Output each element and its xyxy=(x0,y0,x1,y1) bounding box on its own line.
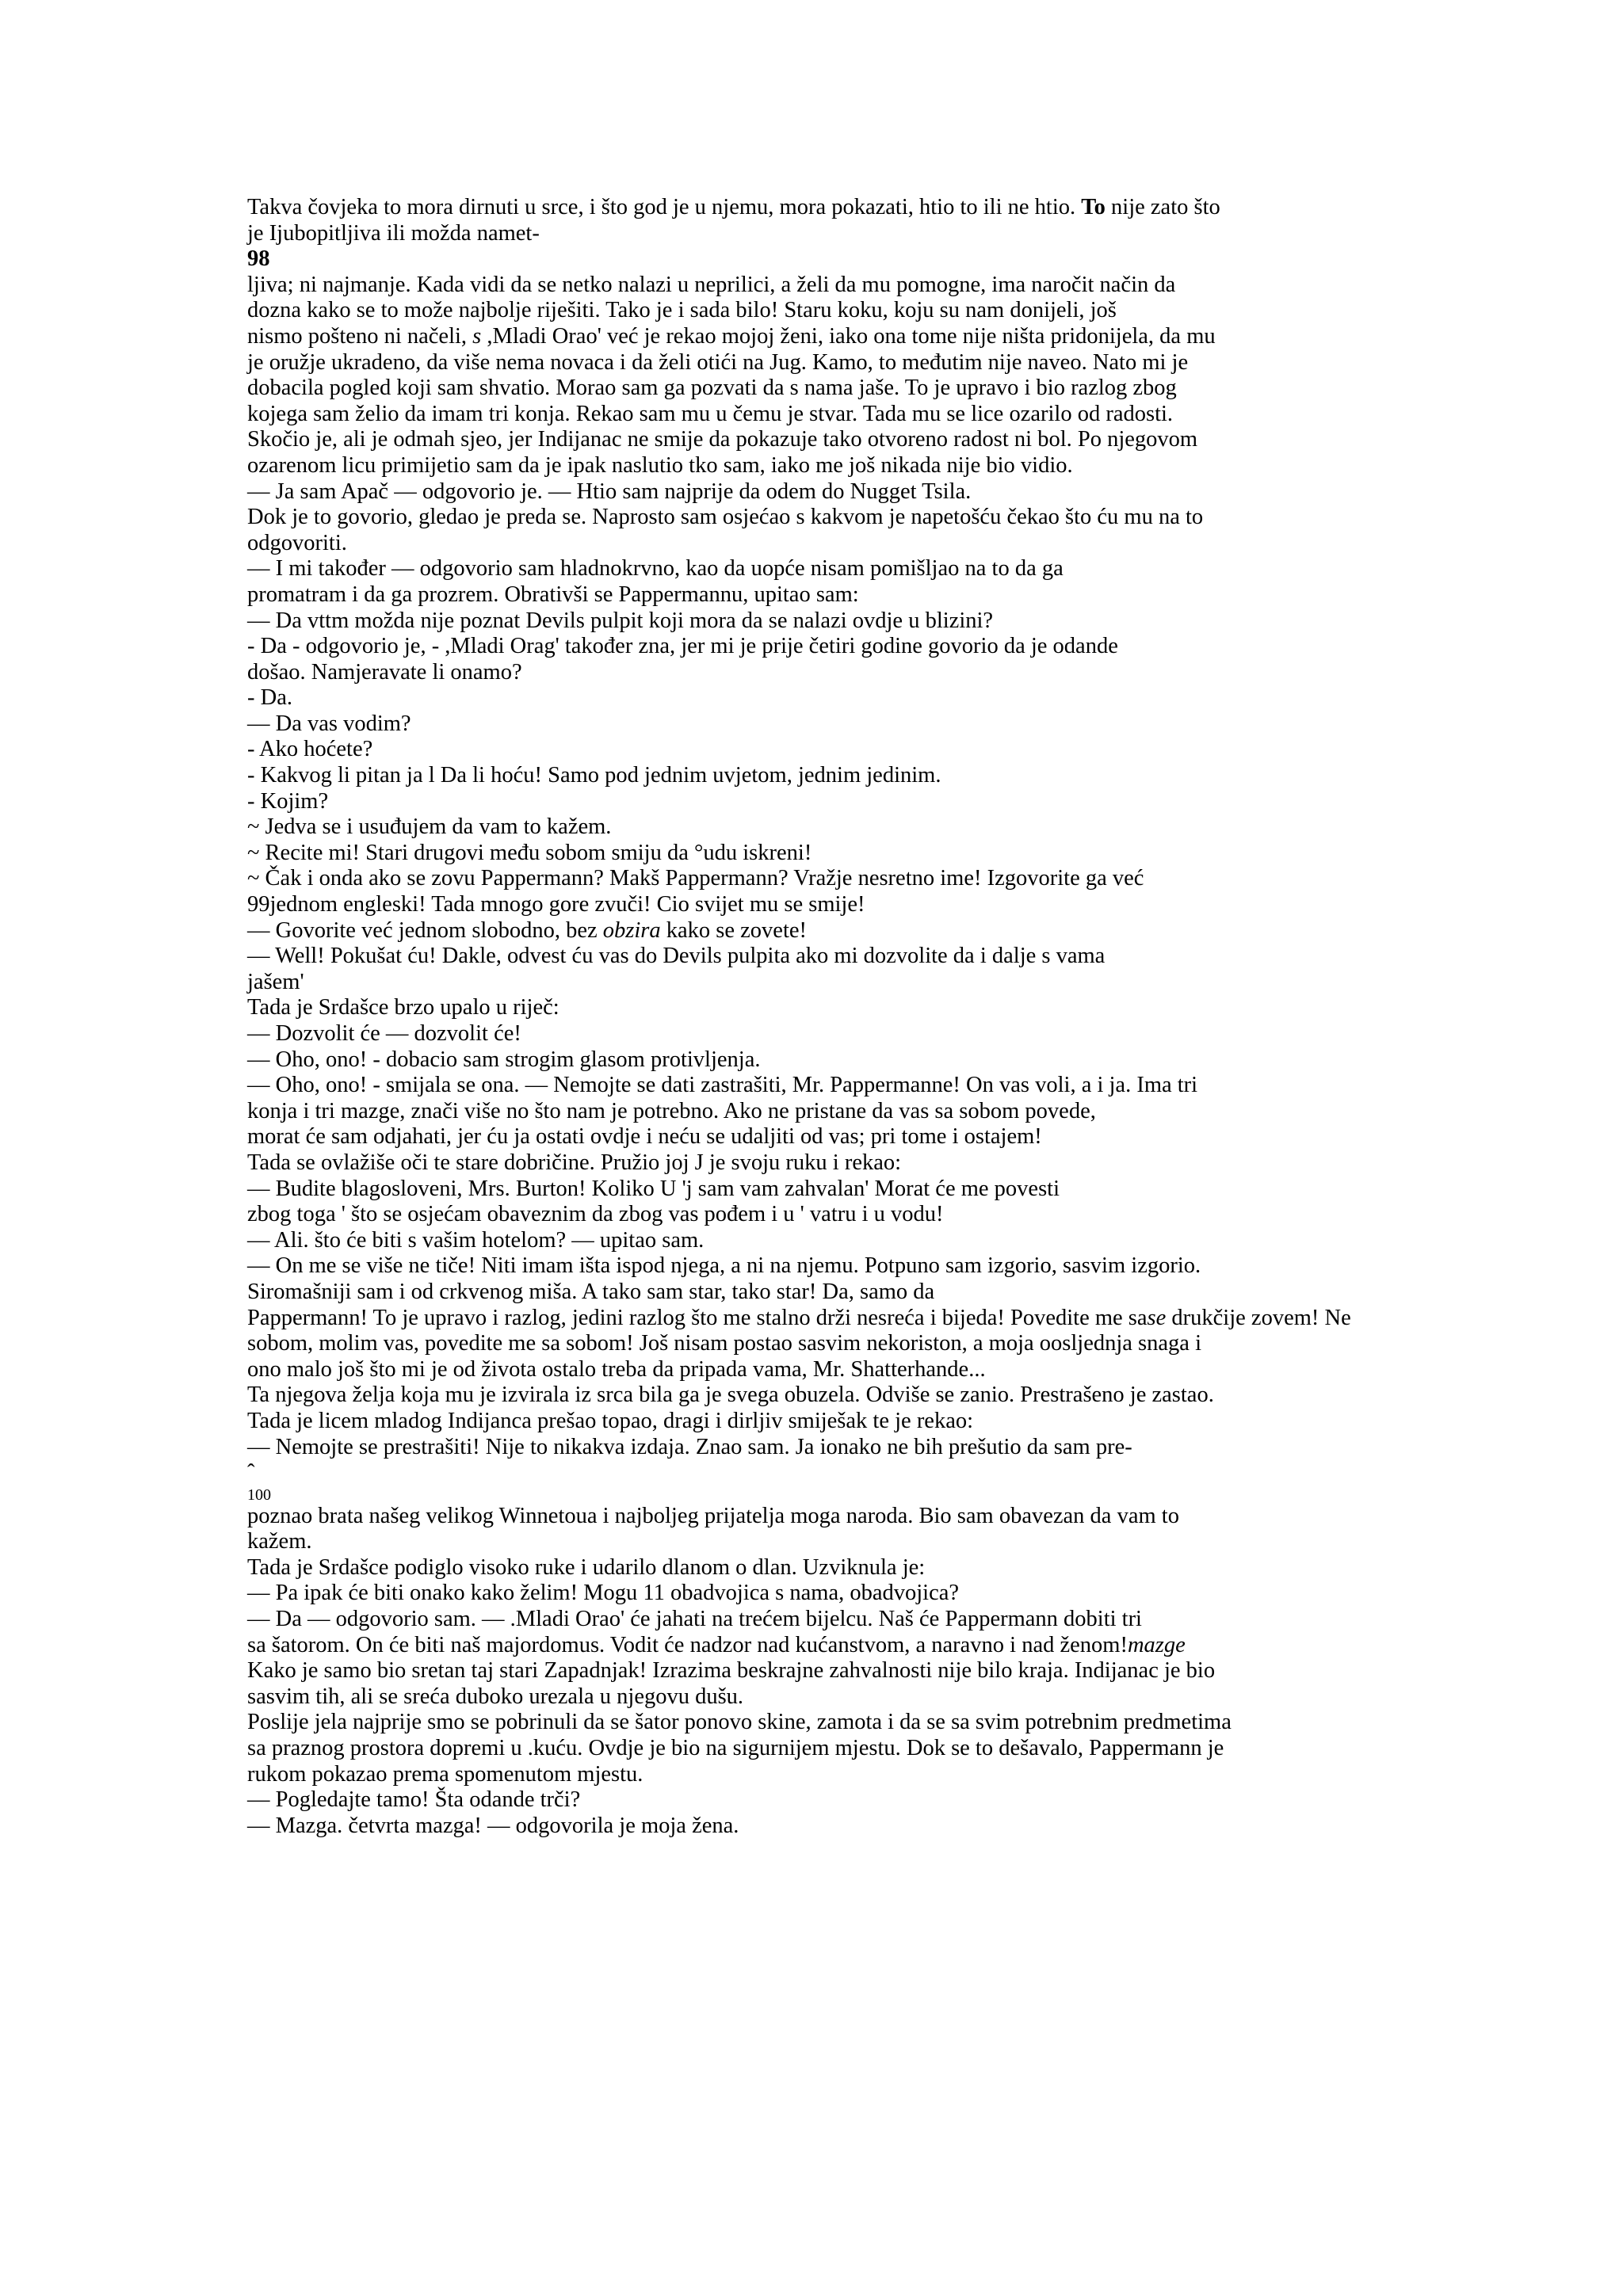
text-line: - Ako hoćete? xyxy=(247,737,373,762)
text-line: zbog toga ' što se osjećam obaveznim da zbog vas pođem i u ' vatru i u vodu! xyxy=(247,1202,944,1227)
text-line: Siromašniji sam i od crkvenog miša. A tako sam star, tako star! Da, samo da xyxy=(247,1279,935,1304)
text-line: Tada je Srdašce brzo upalo u riječ: xyxy=(247,995,559,1020)
text-line: jašem' xyxy=(247,969,304,994)
text-line: Pappermann! To je upravo i razlog, jedini razlog što me stalno drži nesreća i bijeda! Povedite me sase drukčije zovem! Ne xyxy=(247,1305,1351,1330)
text-line: — On me se više ne tiče! Niti imam išta ispod njega, a ni na njemu. Potpuno sam izgorio, sasvim izgorio. xyxy=(247,1253,1201,1279)
text-line: kojega sam želio da imam tri konja. Rekao sam mu u čemu je stvar. Tada mu se lice ozarilo od radosti. xyxy=(247,401,1174,426)
text-line: — Nemojte se prestrašiti! Nije to nikakva izdaja. Znao sam. Ja ionako ne bih prešutio da sam pre- xyxy=(247,1434,1132,1459)
text-line: je Ijubopitljiva ili možda namet- xyxy=(247,220,540,246)
text-line: sa šatorom. On će biti naš majordomus. Vodit će nadzor nad kućanstvom, a naravno i nad ženom!mazge xyxy=(247,1632,1186,1657)
text-line: došao. Namjeravate li onamo? xyxy=(247,659,522,685)
text-line: Kako je samo bio sretan taj stari Zapadnjak! Izrazima beskrajne zahvalnosti nije bilo kraja. Indijanac je bio xyxy=(247,1658,1216,1684)
text-line: — I mi također — odgovorio sam hladnokrvno, kao da uopće nisam pomišljao na to da ga xyxy=(247,556,1064,582)
text-line: sasvim tih, ali se sreća duboko urezala u njegovu dušu. xyxy=(247,1684,744,1709)
text-line: — Da — odgovorio sam. — .Mladi Orao' će jahati na trećem bijelcu. Naš će Pappermann dobiti tri xyxy=(247,1607,1142,1632)
text-line: je oružje ukradeno, da više nema novaca i da želi otići na Jug. Kamo, to međutim nije naveo. Nato mi je xyxy=(247,349,1189,375)
text-line: odgovoriti. xyxy=(247,530,347,555)
text-line: dozna kako se to može najbolje riješiti. Tako je i sada bilo! Staru koku, koju su nam donijeli, još xyxy=(247,298,1117,323)
text-line: — Da vas vodim? xyxy=(247,711,411,736)
text-line: — Dozvolit će — dozvolit će! xyxy=(247,1021,521,1046)
text-line: sa praznog prostora dopremi u .kuću. Ovdje je bio na sigurnijem mjestu. Dok se to dešavalo, Pappermann je xyxy=(247,1736,1224,1761)
text-line: — Pogledajte tamo! Šta odande trči? xyxy=(247,1787,581,1813)
text-line: — Mazga. četvrta mazga! — odgovorila je moja žena. xyxy=(247,1813,739,1838)
text-line: sobom, molim vas, povedite me sa sobom! Još nisam postao sasvim nekoriston, a moja oosljednja snaga i xyxy=(247,1331,1201,1356)
text-line: rukom pokazao prema spomenutom mjestu. xyxy=(247,1761,643,1787)
text-line: dobacila pogled koji sam shvatio. Morao sam ga pozvati da s nama jaše. To je upravo i bio razlog zbog xyxy=(247,376,1177,401)
document-page xyxy=(247,195,1388,1839)
text-line: Tada je licem mladog Indijanca prešao topao, dragi i dirljiv smiješak te je rekao: xyxy=(247,1408,974,1433)
text-line: - Kakvog li pitan ja l Da li hoću! Samo pod jednim uvjetom, jednim jedinim. xyxy=(247,763,941,788)
text-line: promatram i da ga prozrem. Obrativši se Pappermannu, upitao sam: xyxy=(247,582,859,607)
text-line: Dok je to govorio, gledao je preda se. Naprosto sam osjećao s kakvom je napetošću čekao što ću mu na to xyxy=(247,505,1204,530)
text-line: — Da vttm možda nije poznat Devils pulpit koji mora da se nalazi ovdje u blizini? xyxy=(247,608,994,633)
text-line: — Well! Pokušat ću! Dakle, odvest ću vas do Devils pulpita ako mi dozvolite da i dalje s vama xyxy=(247,944,1106,969)
text-line: ~ Jedva se i usuđujem da vam to kažem. xyxy=(247,814,612,840)
page-number: poznao brata našeg velikog Winnetoua i najboljeg prijatelja moga naroda. Bio sam obavezan da vam to xyxy=(247,1503,1179,1528)
caret-mark: 100 xyxy=(247,1486,271,1504)
text-line: ozarenom licu primijetio sam da je ipak naslutio tko sam, iako me još nikada nije bio vidio. xyxy=(247,452,1073,478)
text-line: Tada se ovlažiše oči te stare dobričine. Pružio joj J je svoju ruku i rekao: xyxy=(247,1150,902,1175)
text-line: nismo pošteno ni načeli, s ,Mladi Orao' već je rekao mojoj ženi, iako ona tome nije ništa pridonijela, da mu xyxy=(247,323,1216,349)
text-line: konja i tri mazge, znači više no što nam je potrebno. Ako ne pristane da vas sa sobom povede, xyxy=(247,1098,1096,1123)
text-line: Skočio je, ali je odmah sjeo, jer Indijanac ne smije da pokazuje tako otvoreno radost ni bol. Po njegovom xyxy=(247,427,1198,452)
text-line: Poslije jela najprije smo se pobrinuli da se šator ponovo skine, zamota i da se sa svim potrebnim predmetima xyxy=(247,1710,1232,1735)
text-line: — Ali. što će biti s vašim hotelom? — upitao sam. xyxy=(247,1227,705,1253)
text-line: ono malo još što mi je od života ostalo treba da pripada vama, Mr. Shatterhande... xyxy=(247,1356,986,1382)
text-line: — Oho, ono! - smijala se ona. — Nemojte se dati zastrašiti, Mr. Pappermanne! On vas voli, a i ja. Ima tri xyxy=(247,1073,1198,1098)
text-line: kažem. xyxy=(247,1529,312,1554)
text-line: - Da - odgovorio je, - ,Mladi Orag' također zna, jer mi je prije četiri godine govorio da je odande xyxy=(247,634,1118,659)
text-line: — Pa ipak će biti onako kako želim! Mogu 11 obadvojica s nama, obadvojica? xyxy=(247,1581,960,1606)
text-line: — Budite blagoslovenі, Mrs. Burton! Koliko U 'j sam vam zahvalan' Morat će me povesti xyxy=(247,1176,1060,1201)
text-line: ~ Recite mi! Stari drugovi među sobom smiju da °udu iskreni! xyxy=(247,840,812,865)
page-number: 98 xyxy=(247,246,270,272)
text-line: - Kojim? xyxy=(247,788,329,814)
text-line: — Govorite već jednom slobodno, bez obzira kako se zovete! xyxy=(247,917,808,943)
text-line: - Da. xyxy=(247,685,292,711)
text-line: ~ Čak i onda ako se zovu Pappermann? Makš Pappermann? Vražje nesretno ime! Izgovorite ga već xyxy=(247,866,1144,891)
text-line: ljiva; ni najmanje. Kada vidi da se netko nalazi u neprilici, a želi da mu pomogne, ima naročit način da xyxy=(247,272,1176,297)
text-line: Tada je Srdašce podiglo visoko ruke i udarilo dlanom o dlan. Uzviknula je: xyxy=(247,1554,926,1580)
text-line: ˆ xyxy=(247,1460,255,1486)
text-line: — Oho, ono! - dobacio sam strogim glasom protivljenja. xyxy=(247,1047,761,1072)
text-line: 99jednom engleski! Tada mnogo gore zvuči! Cio svijet mu se smije! xyxy=(247,892,865,917)
text-line: Ta njegova želja koja mu je izvirala iz srca bila ga je svega obuzela. Odviše se zanio. Prestrašeno je zastao. xyxy=(247,1383,1214,1408)
text-line: — Ja sam Apač — odgovorio je. — Htio sam najprije da odem do Nugget Tsila. xyxy=(247,479,972,504)
text-line: morat će sam odjahati, jer ću ja ostati ovdje i neću se udaljiti od vas; pri tome i ostajem! xyxy=(247,1124,1042,1150)
text-line: Takva čovjeka to mora dirnuti u srce, i što god je u njemu, mora pokazati, htio to ili ne htio. To nije zato što xyxy=(247,195,1220,219)
